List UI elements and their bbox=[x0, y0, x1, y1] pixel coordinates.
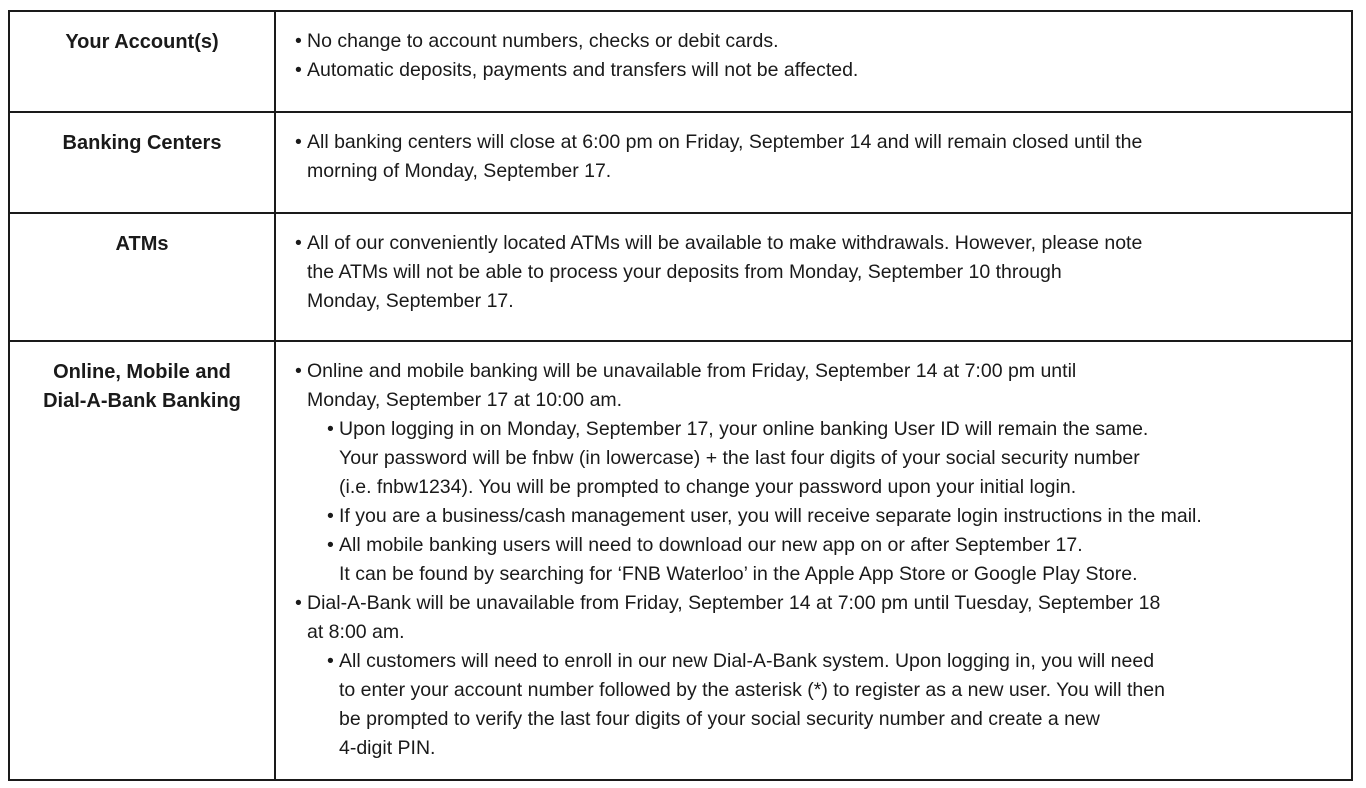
bullet-line: • Online and mobile banking will be unavailable from Friday, September 14 at 7:00 pm until bbox=[307, 360, 1077, 382]
row-label-cell bbox=[9, 11, 275, 112]
bullet-line: Monday, September 17 at 10:00 am. bbox=[307, 389, 623, 411]
bullet-item bbox=[295, 27, 1343, 56]
bullet-line: morning of Monday, September 17. bbox=[307, 160, 612, 182]
row-label-cell bbox=[9, 341, 275, 780]
bullet-item bbox=[295, 589, 1343, 647]
bullet-item bbox=[295, 56, 1343, 85]
bullet-line: at 8:00 am. bbox=[307, 621, 405, 643]
table-row-banking-centers bbox=[9, 112, 1352, 213]
row-label-line: Online, Mobile and bbox=[53, 361, 231, 383]
sub-bullet-line: (i.e. fnbw1234). You will be prompted to change your password upon your initial login. bbox=[339, 476, 1077, 498]
bullet-line: • Automatic deposits, payments and transfers will not be affected. bbox=[307, 59, 859, 81]
sub-bullet-line: 4-digit PIN. bbox=[339, 737, 436, 759]
row-label-cell bbox=[9, 112, 275, 213]
table-row-online-mobile-dial-a-bank bbox=[9, 341, 1352, 780]
sub-bullet-line: be prompted to verify the last four digits of your social security number and create a new bbox=[339, 708, 1100, 730]
row-content-cell bbox=[275, 341, 1352, 780]
sub-bullet-line: to enter your account number followed by the asterisk (*) to register as a new user. You will then bbox=[339, 679, 1165, 701]
row-content-cell bbox=[275, 11, 1352, 112]
row-label-line: Banking Centers bbox=[62, 132, 222, 154]
sub-bullet-item bbox=[327, 502, 1343, 531]
row-content-cell bbox=[275, 112, 1352, 213]
bullet-item bbox=[295, 229, 1343, 316]
row-content-cell bbox=[275, 213, 1352, 341]
row-label-cell bbox=[9, 213, 275, 341]
bullet-line: • All of our conveniently located ATMs will be available to make withdrawals. However, please note bbox=[307, 232, 1143, 254]
row-label-line: Your Account(s) bbox=[65, 31, 219, 53]
sub-bullet-item bbox=[327, 531, 1343, 589]
row-label-line: ATMs bbox=[115, 233, 169, 255]
sub-bullet-line: Your password will be fnbw (in lowercase) + the last four digits of your social security number bbox=[339, 447, 1140, 469]
sub-bullet-line: It can be found by searching for ‘FNB Waterloo’ in the Apple App Store or Google Play Store. bbox=[339, 563, 1138, 585]
bullet-line: • Dial-A-Bank will be unavailable from Friday, September 14 at 7:00 pm until Tuesday, September 18 bbox=[307, 592, 1161, 614]
sub-bullet-item bbox=[327, 647, 1343, 763]
sub-bullet-line: • Upon logging in on Monday, September 17, your online banking User ID will remain the same. bbox=[339, 418, 1149, 440]
sub-bullet-item bbox=[327, 415, 1343, 502]
bullet-item bbox=[295, 357, 1343, 415]
info-table bbox=[8, 10, 1353, 781]
bullet-line: • No change to account numbers, checks or debit cards. bbox=[307, 30, 779, 52]
table-row-atms bbox=[9, 213, 1352, 341]
bullet-line: • All banking centers will close at 6:00 pm on Friday, September 14 and will remain closed until the bbox=[307, 131, 1143, 153]
sub-bullet-line: • All customers will need to enroll in our new Dial-A-Bank system. Upon logging in, you will need bbox=[339, 650, 1155, 672]
bullet-item bbox=[295, 128, 1343, 186]
row-label-line: Dial-A-Bank Banking bbox=[43, 390, 241, 412]
table-body bbox=[9, 11, 1352, 780]
bullet-line: the ATMs will not be able to process your deposits from Monday, September 10 through bbox=[307, 261, 1062, 283]
sub-bullet-line: • If you are a business/cash management user, you will receive separate login instructions in the mail. bbox=[339, 505, 1202, 527]
table-row-your-accounts bbox=[9, 11, 1352, 112]
sub-bullet-line: • All mobile banking users will need to download our new app on or after September 17. bbox=[339, 534, 1083, 556]
bullet-line: Monday, September 17. bbox=[307, 290, 514, 312]
